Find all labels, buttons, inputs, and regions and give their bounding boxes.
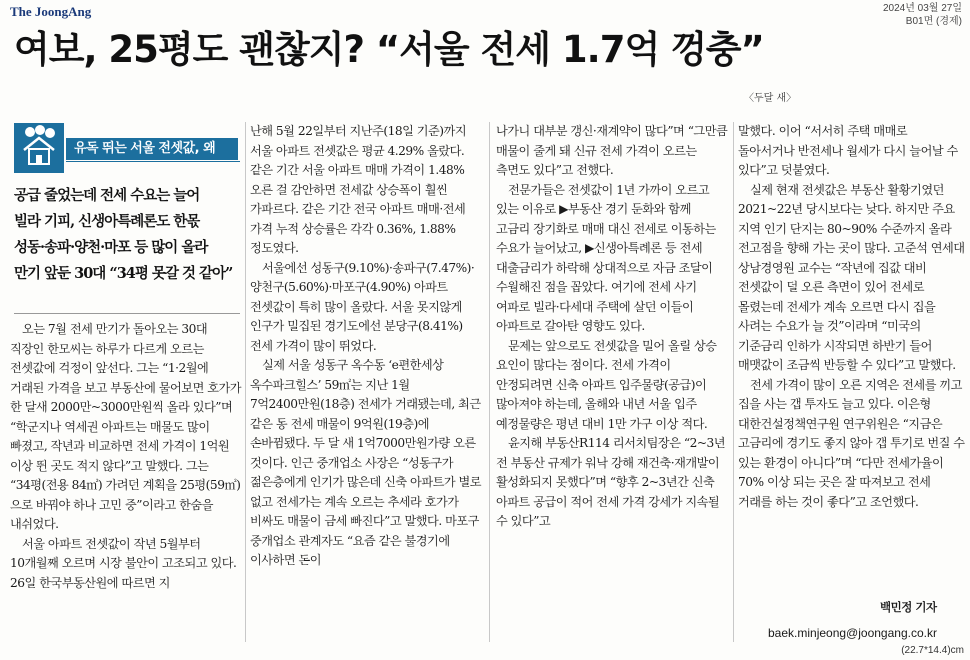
house-chat-icon — [14, 123, 64, 173]
paragraph: 나가니 대부분 갱신·재계약이 많다”며 “그만큼 매물이 줄게 돼 신규 전세 가격이 오르는 측면도 있다”고 전했다. — [496, 124, 728, 177]
paragraph: 전문가들은 전셋값이 1년 가까이 오르고 있는 이유로 ▶부동산 경기 둔화와 함께 고금리 장기화로 매매 대신 전세로 이동하는 수요가 늘어났고, ▶신생아특례론 등 전세 대출금리가 하락해 상대적으로 자금 조달이 수월해진 점을 꼽았다. 여기에 전세 사기 여파로 빌라·다세대 주택에 살던 이들이 아파트로 갈아탄 영향도 있다. — [496, 182, 716, 333]
headline-note: 〈두달 새〉 — [744, 93, 797, 104]
paragraph: 오는 7월 전세 만기가 돌아오는 30대 직장인 한모씨는 하루가 다르게 오르는 전셋값에 걱정이 앞선다. 그는 “1·2월에 거래된 가격을 보고 부동산에 물어보면 호가가 한 달새 2000만~3000만원씩 올라 있다”며 “학군지나 역세권 아파트는 매물도 많이 빠졌고, 작년과 비교하면 전세 가격이 1억원 이상 뛴 곳도 적지 않다”고 말했다. 그는 “34평(전용 84㎡) 가려던 계획을 25평(59㎡)으로 바꿔야 하나 고민 중”이라고 한숨을 내쉬었다. — [10, 322, 242, 531]
paragraph: 실제 서울 성동구 옥수동 ‘e편한세상 옥수파크힐스’ 59㎡는 지난 1월 7억2400만원(18층) 전세가 거래됐는데, 최근 같은 동 전세 매물이 9억원(19층)에 손바뀜됐다. 두 달 새 1억7000만원가량 오른 것이다. 인근 중개업소 사장은 “성동구가 젊은층에게 인기가 많은데 신축 아파트가 별로 없고 전세가는 계속 오르는 추세라 호가가 비싸도 매물이 금세 빠진다”고 말했다. 마포구 중개업소 관계자도 “요즘 같은 불경기에 이사하면 돈이 — [250, 358, 482, 567]
paragraph: 말했다. 이어 “서서히 주택 매매로 돌아서거나 반전세나 월세가 다시 늘어날 수 있다”고 덧붙였다. — [738, 124, 958, 177]
masthead: The JoongAng — [10, 4, 92, 19]
subheadline-line: 공급 줄었는데 전세 수요는 늘어 — [14, 187, 200, 204]
column-divider — [733, 122, 734, 642]
tag-rule — [66, 161, 240, 162]
paragraph: 서울에선 성동구(9.10%)·송파구(7.47%)·양천구(5.60%)·마포구(4.90%) 아파트 전셋값이 특히 많이 올랐다. 서울 못지않게 인구가 밀집된 경기도에선 분당구(8.41%) 전세 가격이 많이 뛰었다. — [250, 260, 475, 353]
paragraph: 난해 5월 22일부터 지난주(18일 기준)까지 서울 아파트 전셋값은 평균 4.29% 올랐다. 같은 기간 서울 아파트 매매 가격이 1.48% 오른 걸 감안하면 전세값 상승폭이 훨씬 가파르다. 같은 기간 전국 아파트 매매·전세 가격 누적 상승률은 각각 0.36%, 1.88% 정도였다. — [250, 124, 467, 255]
tag-label: 유독 뛰는 서울 전셋값, 왜 — [66, 138, 238, 160]
article-column-4 — [738, 122, 966, 642]
article-column-1 — [10, 320, 242, 650]
article-size: (22.7*14.4)cm — [901, 645, 964, 656]
paragraph: 서울 아파트 전셋값이 작년 5월부터 10개월째 오르며 시장 불안이 고조되고 있다. 26일 한국부동산원에 따르면 지 — [10, 536, 237, 590]
article-column-2 — [250, 122, 482, 642]
subheadline — [14, 183, 246, 287]
subheadline-line: 만기 앞둔 30대 “34평 못갈 것 같아” — [14, 265, 233, 282]
column-divider — [245, 122, 246, 642]
reporter-name: 백민정 기자 — [880, 600, 937, 614]
column-divider — [489, 122, 490, 642]
article-column-3 — [496, 122, 728, 642]
subheadline-line: 성동·송파·양천·마포 등 많이 올라 — [14, 239, 208, 256]
paragraph: 실제 현재 전셋값은 부동산 활황기였던 2021~22년 당시보다는 낮다. 하지만 주요 지역 인기 단지는 80~90% 수준까지 올라 전고점을 향해 가는 곳이 많다. 고준석 연세대 상남경영원 교수는 “작년에 집값 대비 전셋값이 덜 오른 측면이 있어 전세로 몰렸는데 전세가 계속 오르면 다시 집을 사려는 수요가 늘 것”이라며 “미국의 기준금리 인하가 시작되면 하반기 들어 매맷값이 조금씩 반등할 수 있다”고 말했다. — [738, 182, 965, 372]
paragraph: 전세 가격이 많이 오른 지역은 전세를 끼고 집을 사는 갭 투자도 늘고 있다. 이은형 대한건설정책연구원 연구위원은 “지금은 고금리에 경기도 좋지 않아 갭 투기로 번질 수 있는 환경이 아니다”며 “다만 전세가율이 70% 이상 되는 곳은 잘 따져보고 전세 거래를 하는 것이 좋다”고 조언했다. — [738, 377, 965, 509]
section-tag — [14, 123, 240, 173]
page-section: B01면 (경제) — [905, 16, 962, 27]
paragraph: 문제는 앞으로도 전셋값을 밀어 올릴 상승 요인이 많다는 점이다. 전세 가격이 안정되려면 신축 아파트 입주물량(공급)이 많아져야 하는데, 올해와 내년 서울 입주 예정물량은 평년 대비 1만 가구 이상 적다. — [496, 338, 717, 431]
date: 2024년 03월 27일 — [882, 3, 962, 14]
dateline — [883, 2, 962, 28]
reporter-email: baek.minjeong@joongang.co.kr — [768, 626, 937, 640]
paragraph: 윤지해 부동산R114 리서치팀장은 “2~3년 전 부동산 규제가 워낙 강해 재건축·재개발이 활성화되지 못했다”며 “향후 2~3년간 신축 아파트 공급이 적어 전세 가격 강세가 지속될 수 있다”고 — [496, 436, 726, 528]
subheadline-rule — [14, 313, 240, 314]
headline: 여보, 25평도 괜찮지? “서울 전세 1.7억 껑충” — [14, 28, 764, 71]
subheadline-line: 빌라 기피, 신생아특례론도 한몫 — [14, 213, 200, 230]
